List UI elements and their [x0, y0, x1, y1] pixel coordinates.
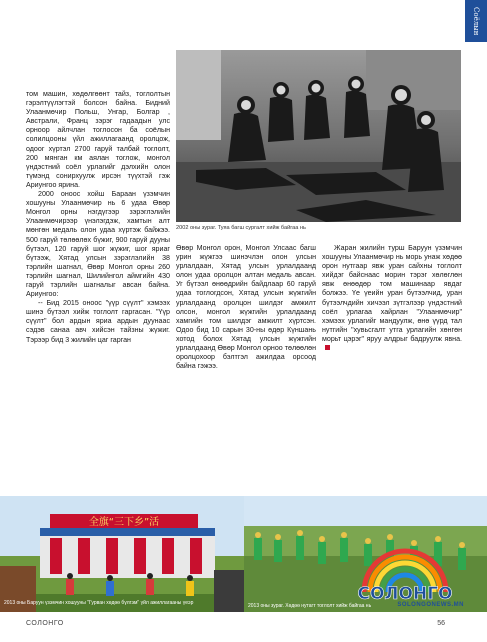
dance-class-photo-art [176, 50, 461, 222]
article-end-mark [325, 345, 330, 350]
dance-class-photo [176, 50, 461, 222]
text-column-2 [176, 244, 316, 371]
banner-text: 全旗“三下乡”活 [88, 517, 160, 528]
logo-name: СОЛОНГО [357, 584, 453, 604]
page-number: 56 [437, 620, 445, 627]
section-tab-label: Соёлын [472, 6, 480, 36]
text-column-1 [26, 90, 170, 345]
logo-site: SOLONGONEWS.MN [397, 602, 464, 608]
top-photo-caption: 2002 оны зураг. Туяа багш сургалт хийж байгаа нь [176, 225, 306, 231]
bottom-right-caption: 2013 оны зураг. Хөдөө нутагт тоглолт хийж байгаа нь [248, 603, 372, 609]
col1-paragraph-2: 2000 оноос хойш Бараан үзэмчин хошууны Улаанмөчир нь 6 удаа Өвөр Монгол орны нэгдүгээр зэрэглэлийн Улаанмөчирээр үнэлэгдэж, хамтын алт мөнгөн медаль олон удаа хүртэж байжээ. 500 гаруй төлөөлөх бүжиг, 900 гаруй дууны бүтээл, 120 гаруй шог жүжиг, шог яриаг бүтээж, Хятад улсын зэрэглэлийн 38 тэрлийн шагнал, Өвөр Монгол орны 260 тэрлийн шагнал, Шилийнгол аймгийн 430 гаруй тэрлийн шагналыг авсан байна. Ариунгоо: [26, 190, 170, 299]
solongo-logo [346, 556, 464, 612]
outdoor-performance-photo [0, 496, 244, 612]
section-tab [465, 0, 487, 42]
col2-paragraph-1: Өвөр Монгол орон, Монгол Улсаас багш урин жүжгээ шинэчлэн олон улсын урлалдаан, Хятад улсын урлалдаанд олон удаа оролцон алтан медаль авсан. Уг бүтээл өнөөдрийн байдлаар 60 гаруй удаа тоглогдсон, Хятад улсын жүжгийн урлалдаанд оролцон шилдэг амжилт олсон, монгол жүжгийн урлалдаанд хамгийн том шилдэг амжилт хүртсэн. Одоо бид 10 сарын 30-ны өдөр Күншань хотод болох Хятад улсын жүжгийн урлалдаанд Өвөр Монгол орноо төлөөлөн оролцохоор бэлтгэл ажилдаа орсоод байна гэжээ. [176, 244, 316, 371]
col1-paragraph-1: том машин, хөдөлгөөнт тайз, тоглолтын гэрэлтүүлэгтэй болсон байна. Бидний Улаанмөчир Польш, Унгар, Болгар , Австрали, Франц зэрэг гадаадын улс орноор айлчлан тоглосон ба соёлын солилцооны үйл ажиллагаанд оролцож, одоог хүртэл 2700 гаруй талбай тоглолт, 200 мянган км аялан тоглож, монгол үндэстний соёл урлагийг дэлхийн олон түмэнд сонирхуулж ирсэн түүхтэй гэж Ариунгоо ярина. [26, 90, 170, 189]
footer-label: СОЛОНГО [26, 620, 64, 627]
text-column-3 [322, 244, 462, 353]
outdoor-performance-photo-art [0, 496, 244, 612]
bottom-left-caption: 2013 оны Баруун үзэмчин хошууны "Гурван хөдөө бүлгэм" үйл ажиллагааны үеэр [4, 600, 194, 606]
col3-paragraph-1: Жаран жилийн турш Баруун үзэмчин хошууны Улаанмөчир нь морь унаж хөдөө орон нутгаар явж уран сайхны тоглолт хийдэг байснаас морин тэрэг хөлөглөн явж өнөөдөр том машинаар явдаг болжээ. Үе үеийн уран бүтээлчид, уран бүтээлчдийн хичээл зүтгэлээр үндэстний соёл урлагаа хайрлан "Улаанмөчир" хэмээх урлагийг мандуулж, өнө үүрд тал нутгийн "хувьсгалт утга урлагийн хөнгөн морьт цэрэг" яруу алдрыг бадруулж явна. [322, 244, 462, 343]
col1-paragraph-3: -- Бид 2015 оноос "үүр сүүлт" хэмээх шинэ бүтээл хийж тоглолт гаргасан. "Үүр сүүлт" бол ардын яриа ардын дуунаас сэдэв санаа авч хийсэн тайзны жүжиг. Тэрээр бид 3 жилийн цаг гарган [26, 299, 170, 344]
